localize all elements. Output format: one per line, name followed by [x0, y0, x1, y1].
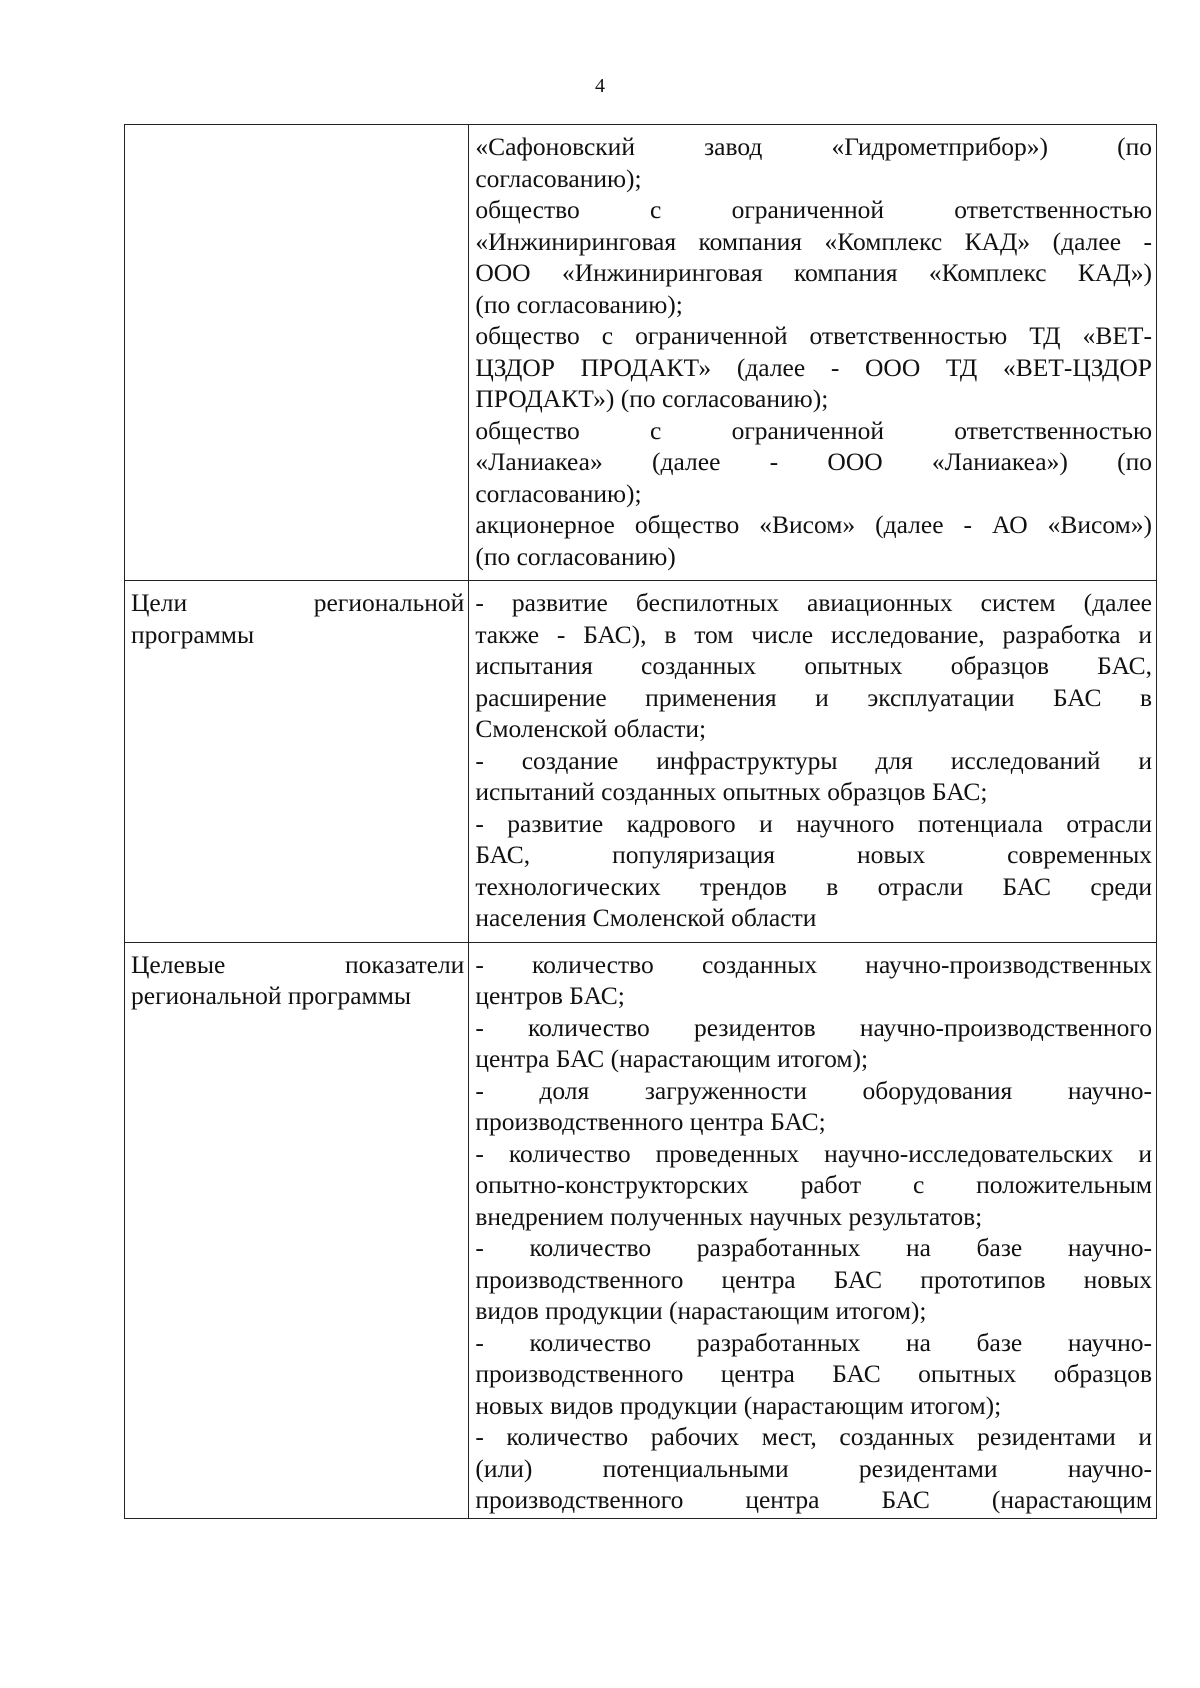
text-line: - развитие беспилотных авиационных систем (далее [475, 588, 1152, 617]
text-line: общество с ограниченной ответственностью [475, 195, 1152, 224]
text-line: ПРОДАКТ») (по согласованию); [475, 384, 829, 413]
text-line: - доля загруженности оборудования научно- [475, 1075, 1152, 1105]
text-line: опытно-конструкторских работ с положительным [475, 1170, 1152, 1199]
text-line: Смоленской области; [475, 714, 707, 743]
text-line: (или) потенциальными резидентами научно- [475, 1453, 1152, 1483]
row-content-cell [469, 942, 1157, 1518]
label-text [131, 949, 464, 1012]
text-line: населения Смоленской области [475, 903, 817, 932]
program-passport-table [124, 124, 1157, 1519]
text-line: ЦЗДОР ПРОДАКТ» (далее - ООО ТД «ВЕТ-ЦЗДОР [475, 352, 1152, 382]
text-line: также - БАС), в том числе исследование, разработка и [475, 619, 1152, 649]
text-line: производственного центра БАС (нарастающим [475, 1485, 1152, 1514]
text-line: центра БАС (нарастающим итогом); [475, 1044, 869, 1073]
text-line: общество с ограниченной ответственностью ТД «ВЕТ- [475, 321, 1152, 350]
text-line: видов продукции (нарастающим итогом); [475, 1296, 927, 1325]
text-line: (по согласованию); [475, 289, 683, 319]
text-line: центров БАС; [475, 981, 625, 1010]
text-line: «Сафоновский завод «Гидрометприбор») (по [475, 132, 1152, 161]
text-line: производственного центра БАС; [475, 1107, 826, 1136]
text-line: согласованию); [475, 478, 642, 508]
row-content-cell [469, 125, 1157, 581]
table-row [125, 581, 1157, 943]
text-line: - количество разработанных на базе научно- [475, 1327, 1152, 1357]
text-line: новых видов продукции (нарастающим итогом); [475, 1390, 1002, 1420]
text-line: производственного центра БАС прототипов новых [475, 1264, 1152, 1294]
text-line: - количество созданных научно-производственных [475, 949, 1152, 979]
text-line: - развитие кадрового и научного потенциала отрасли [475, 808, 1152, 838]
text-line: - количество резидентов научно-производственного [475, 1012, 1152, 1042]
text-line: расширение применения и эксплуатации БАС в [475, 682, 1152, 712]
text-line: производственного центра БАС опытных образцов [475, 1359, 1152, 1388]
content-text [475, 949, 1152, 1516]
text-line: испытания созданных опытных образцов БАС, [475, 651, 1152, 680]
text-line: БАС, популяризация новых современных [475, 840, 1152, 869]
row-content-cell [469, 581, 1157, 943]
text-line: Целевые показатели [131, 949, 465, 979]
row-label-cell [125, 581, 469, 943]
text-line: технологических трендов в отрасли БАС среди [475, 871, 1152, 901]
table-row [125, 125, 1157, 581]
text-line: - количество разработанных на базе научно- [475, 1233, 1152, 1262]
text-line: - создание инфраструктуры для исследований и [475, 745, 1152, 775]
text-line: испытаний созданных опытных образцов БАС; [475, 777, 988, 806]
label-text [131, 587, 464, 650]
text-line: - количество проведенных научно-исследовательских и [475, 1138, 1152, 1168]
content-text [475, 131, 1152, 572]
text-line: согласованию); [475, 163, 642, 193]
text-line: «Инжиниринговая компания «Комплекс КАД» (далее - [475, 226, 1152, 256]
text-line: акционерное общество «Висом» (далее - АО «Висом») [475, 510, 1152, 539]
text-line: региональной программы [131, 981, 411, 1010]
text-line: внедрением полученных научных результатов; [475, 1201, 983, 1231]
text-line: общество с ограниченной ответственностью [475, 415, 1152, 445]
text-line: Цели региональной [131, 588, 465, 617]
text-line: ООО «Инжиниринговая компания «Комплекс КАД») [475, 258, 1152, 287]
text-line: «Ланиакеа» (далее - ООО «Ланиакеа») (по [475, 447, 1152, 476]
content-text [475, 587, 1152, 934]
text-line: (по согласованию) [475, 541, 676, 571]
page-number: 4 [595, 75, 605, 97]
row-label-cell [125, 125, 469, 581]
table-row [125, 942, 1157, 1518]
text-line: - количество рабочих мест, созданных резидентами и [475, 1422, 1152, 1451]
row-label-cell [125, 942, 469, 1518]
text-line: программы [131, 619, 255, 649]
